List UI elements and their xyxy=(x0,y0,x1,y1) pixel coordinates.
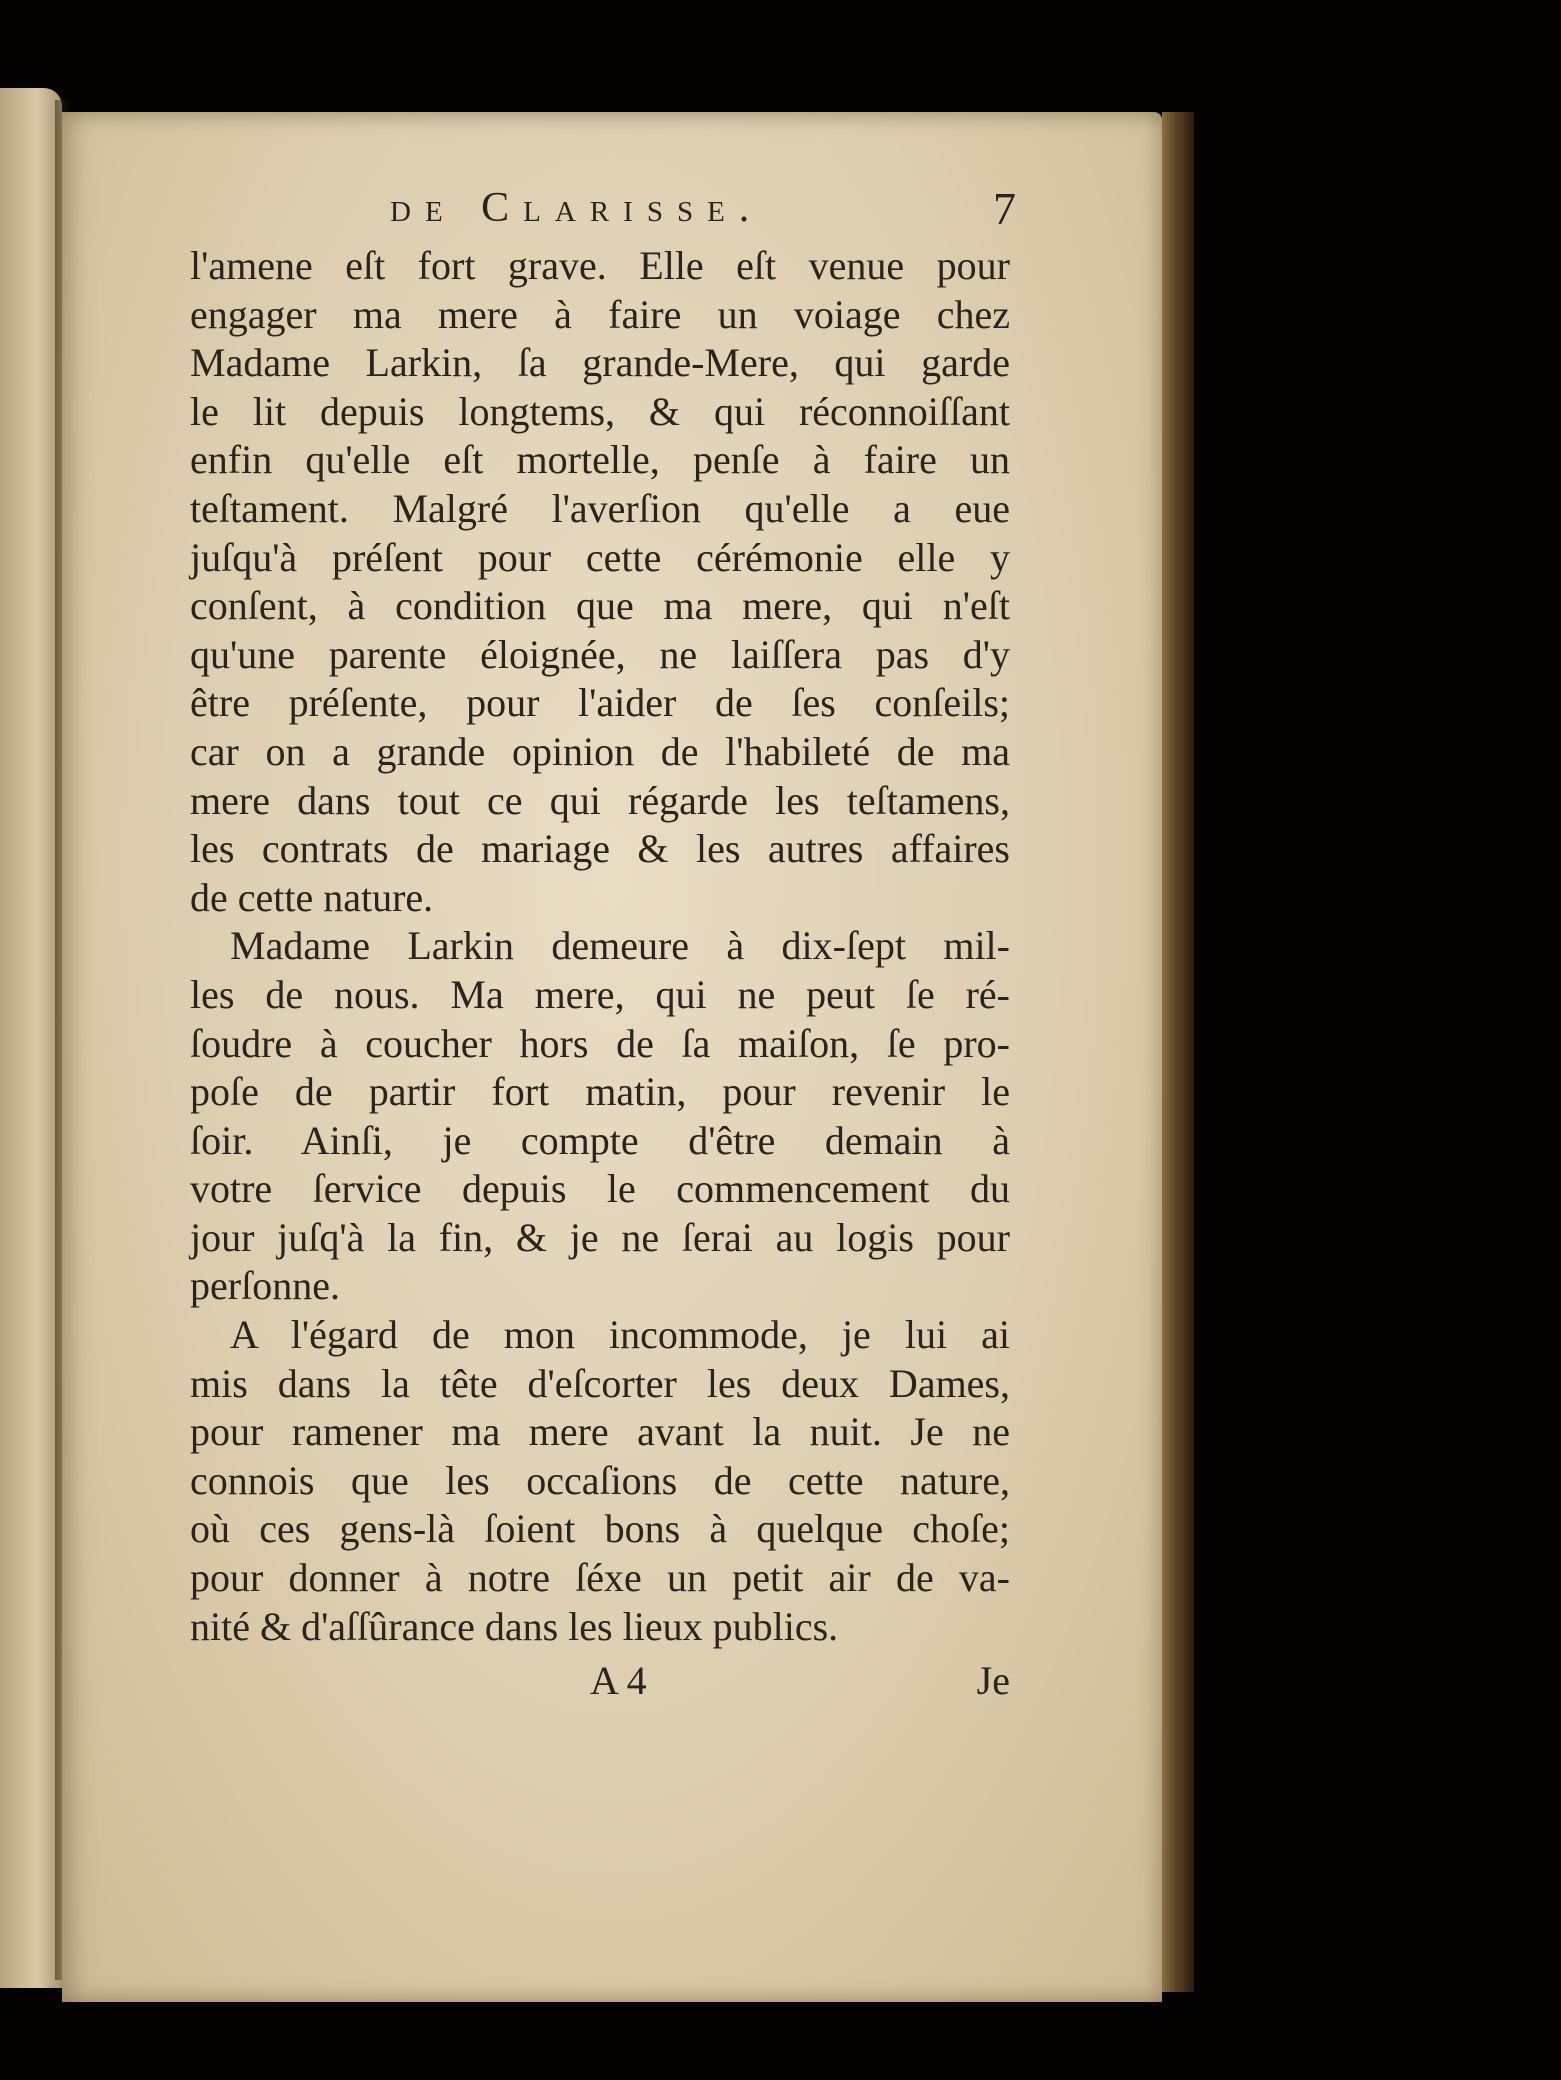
text-line: jour juſq'à la fin, & je ne ſerai au logis pour xyxy=(190,1214,1010,1260)
text-line: de cette nature. xyxy=(190,874,434,920)
paragraph xyxy=(190,242,1010,922)
text-line: Madame Larkin, ſa grande-Mere, qui garde xyxy=(190,340,1010,386)
text-line: les contrats de mariage & les autres affaires xyxy=(190,826,1010,872)
text-line: votre ſervice depuis le commencement du xyxy=(190,1166,1010,1212)
text-line: ſoir. Ainſi, je compte d'être demain à xyxy=(190,1117,1010,1163)
text-line: pour donner à notre ſéxe un petit air de va- xyxy=(190,1555,1010,1601)
text-line: les de nous. Ma mere, qui ne peut ſe ré- xyxy=(190,971,1010,1017)
text-line: où ces gens-là ſoient bons à quelque choſe; xyxy=(190,1506,1010,1552)
text-line: juſqu'à préſent pour cette cérémonie elle y xyxy=(190,534,1010,580)
text-line: teſtament. Malgré l'averſion qu'elle a eue xyxy=(190,485,1010,531)
page-fore-edge xyxy=(1162,112,1194,1992)
running-head-title: de Clarisse. xyxy=(390,185,764,231)
text-line: conſent, à condition que ma mere, qui n'eſt xyxy=(190,583,1010,629)
text-line: mis dans la tête d'eſcorter les deux Dames, xyxy=(190,1360,1010,1406)
text-line: enfin qu'elle eſt mortelle, penſe à faire un xyxy=(190,437,1010,483)
body-text xyxy=(190,242,1010,1651)
running-head xyxy=(190,183,1016,242)
paragraph xyxy=(190,1311,1010,1651)
text-line: engager ma mere à faire un voiage chez xyxy=(190,291,1010,337)
page-text-block xyxy=(190,183,1016,1717)
text-line: perſonne. xyxy=(190,1263,340,1309)
text-line: connois que les occaſions de cette nature, xyxy=(190,1457,1010,1503)
paragraph xyxy=(190,922,1010,1311)
facing-page-edge xyxy=(0,88,62,1988)
text-line: car on a grande opinion de l'habileté de ma xyxy=(190,728,1010,774)
text-line: nité & d'aſſûrance dans les lieux publics. xyxy=(190,1603,839,1649)
text-line: l'amene eſt fort grave. Elle eſt venue pour xyxy=(190,243,1010,288)
text-line: mere dans tout ce qui régarde les teſtamens, xyxy=(190,777,1010,823)
text-line: qu'une parente éloignée, ne laiſſera pas d'y xyxy=(190,631,1010,677)
text-line: être préſente, pour l'aider de ſes conſeils; xyxy=(190,680,1010,726)
signature-mark: A 4 xyxy=(590,1658,647,1704)
text-line: Madame Larkin demeure à dix-ſept mil- xyxy=(230,923,1010,969)
text-line: le lit depuis longtems, & qui réconnoiſſant xyxy=(190,388,1010,434)
text-line: A l'égard de mon incommode, je lui ai xyxy=(230,1312,1010,1358)
text-line: pour ramener ma mere avant la nuit. Je ne xyxy=(190,1409,1010,1455)
catchword: Je xyxy=(976,1658,1010,1704)
page-footer xyxy=(190,1657,1010,1717)
page-number: 7 xyxy=(993,183,1016,234)
text-line: ſoudre à coucher hors de ſa maiſon, ſe pro- xyxy=(190,1020,1010,1066)
text-line: poſe de partir fort matin, pour revenir le xyxy=(190,1069,1010,1115)
